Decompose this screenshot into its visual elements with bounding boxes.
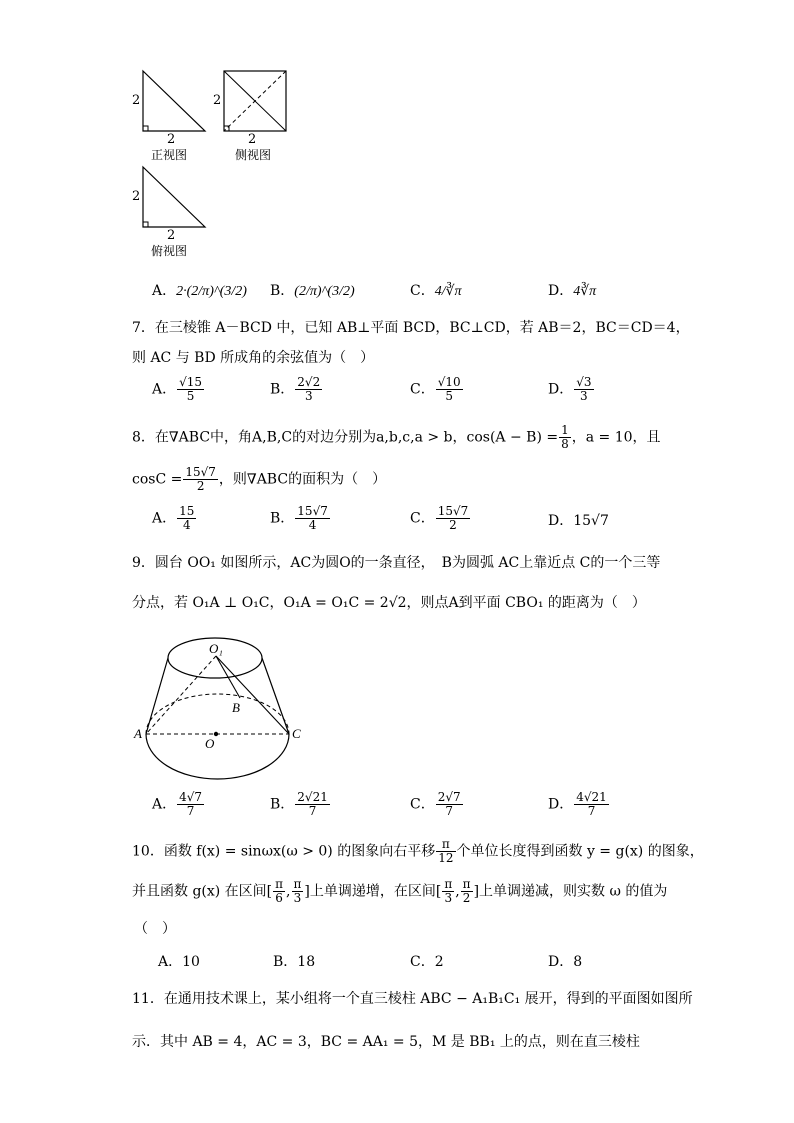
- segment-o1c: [216, 656, 289, 734]
- q6-option-d[interactable]: D．4∛π: [548, 283, 597, 299]
- q6-option-a-text: 2·(2/π)^(3/2): [176, 284, 247, 299]
- q9-option-d[interactable]: D． $\frac{4√21}{7}$: [548, 790, 607, 818]
- label-o1: O₁: [209, 641, 223, 656]
- bottom-back-arc: [146, 694, 289, 734]
- q9-line2: 分点，若 O₁A ⊥ O₁C，O₁A = O₁C = 2√2，则点A到平面 CBO₁ 的距离为（ ）: [132, 595, 646, 611]
- q8-line2: cosC = $\frac{15√7}{2}$ ，则∇ABC的面积为（ ）: [132, 465, 387, 493]
- q8-option-a[interactable]: A． $\frac{15}{4}$: [152, 504, 195, 532]
- right-generatrix: [262, 658, 289, 734]
- q6-option-b[interactable]: B．(2/π)^(3/2): [270, 283, 355, 299]
- q10-option-a[interactable]: A．10: [158, 954, 200, 970]
- label-o: O: [205, 736, 215, 751]
- q8-option-d[interactable]: D．15√7: [548, 513, 609, 529]
- top-width-label: 2: [167, 228, 176, 243]
- front-width-label: 2: [167, 132, 176, 147]
- q9-line1: 9．圆台 OO₁ 如图所示，AC为圆O的一条直径， B为圆弧 AC上靠近点 C的一个三等: [132, 555, 661, 571]
- q9-option-b[interactable]: B． $\frac{2√21}{7}$: [270, 790, 328, 818]
- q7-option-d[interactable]: D． $\frac{√3}{3}$: [548, 375, 592, 403]
- q10-option-c[interactable]: C．2: [410, 954, 444, 970]
- label-c: C: [292, 726, 301, 741]
- top-height-label: 2: [132, 189, 141, 204]
- q7-option-a[interactable]: A． $\frac{√15}{5}$: [152, 375, 203, 403]
- side-height-label: 2: [213, 93, 222, 108]
- q6-option-b-text: (2/π)^(3/2): [294, 284, 355, 299]
- q6-option-c[interactable]: C．4/∛π: [410, 283, 462, 299]
- top-view-caption: 俯视图: [151, 244, 188, 258]
- q10-option-d[interactable]: D．8: [548, 954, 583, 970]
- q8-option-c[interactable]: C． $\frac{15√7}{2}$: [410, 504, 469, 532]
- q8-option-b[interactable]: B． $\frac{15√7}{4}$: [270, 504, 328, 532]
- q11-line2: 示．其中 AB = 4，AC = 3，BC = AA₁ = 5，M 是 BB₁ 上的点，则在直三棱柱: [132, 1034, 640, 1050]
- front-view-caption: 正视图: [151, 148, 188, 162]
- center-o-point: [214, 732, 218, 736]
- label-a: A: [134, 726, 142, 741]
- front-height-label: 2: [132, 93, 141, 108]
- q10-line2: 并且函数 g(x) 在区间[ $\frac{\pi}{6}$ , $\frac{\pi}{3}$ ]上单调递增，在区间[ $\frac{\pi}{3}$ , $\frac{\pi}{2}$ ]上单调递减，则实数 ω 的值为: [132, 877, 668, 905]
- q6-option-a[interactable]: A．2·(2/π)^(3/2): [152, 283, 247, 299]
- q9-option-c[interactable]: C． $\frac{2√7}{7}$: [410, 790, 461, 818]
- left-generatrix: [146, 658, 168, 734]
- q7-option-b[interactable]: B． $\frac{2√2}{3}$: [270, 375, 321, 403]
- q7-option-c[interactable]: C． $\frac{√10}{5}$: [410, 375, 461, 403]
- side-width-label: 2: [248, 132, 257, 147]
- q6-option-d-text: 4∛π: [573, 284, 597, 299]
- side-view-caption: 侧视图: [235, 148, 272, 162]
- q7-line2: 则 AC 与 BD 所成角的余弦值为（ ）: [132, 350, 375, 366]
- q6-option-c-text: 4/∛π: [434, 284, 462, 299]
- bottom-front-arc: [146, 734, 289, 779]
- label-b: B: [232, 700, 240, 715]
- q7-line1: 7．在三棱锥 A－BCD 中，已知 AB⊥平面 BCD，BC⊥CD，若 AB＝2，BC＝CD＝4，: [132, 320, 690, 336]
- q11-line1: 11．在通用技术课上，某小组将一个直三棱柱 ABC − A₁B₁C₁ 展开，得到的平面图如图所: [132, 991, 693, 1007]
- q10-line1: 10．函数 f(x) = sinωx(ω > 0) 的图象向右平移 $\frac{\pi}{12}$ 个单位长度得到函数 y = g(x) 的图象，: [132, 837, 704, 865]
- q10-option-b[interactable]: B．18: [273, 954, 316, 970]
- q8-line1: 8．在∇ABC中，角A,B,C的对边分别为a,b,c,a > b，cos(A − B) = $\frac{1}{8}$ ，a = 10，且: [132, 423, 661, 451]
- q10-line3: （ ）: [134, 921, 176, 937]
- q9-option-a[interactable]: A． $\frac{4√7}{7}$: [152, 790, 203, 818]
